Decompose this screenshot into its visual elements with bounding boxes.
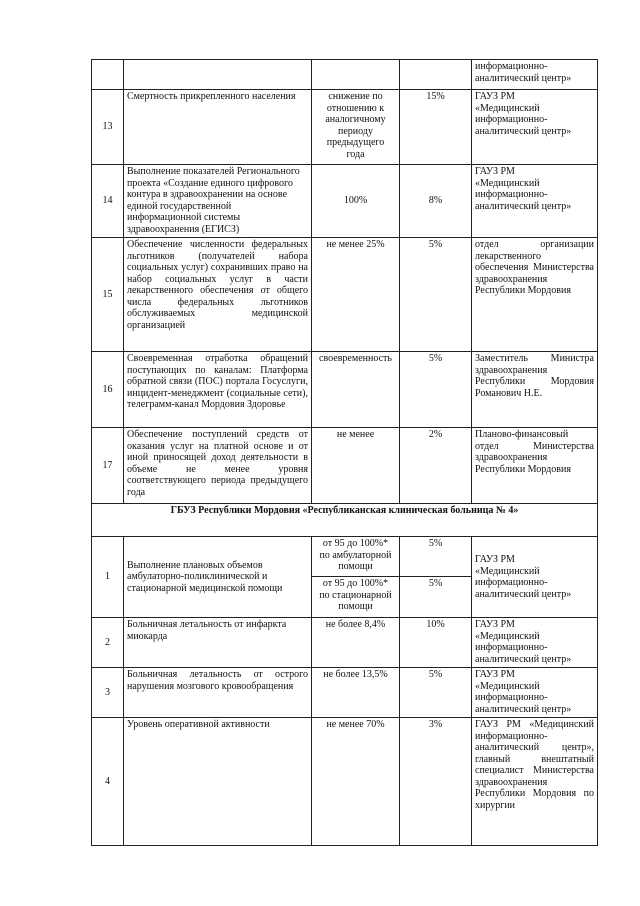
table-row	[92, 718, 598, 846]
criterion-cell: не более 8,4%	[312, 618, 400, 668]
responsible-cell: ГАУЗ РМ «Медицинский информационно- аналитический центр»	[472, 668, 598, 718]
responsible-cell: ГАУЗ РМ «Медицинский информационно-аналитический центр», главный внештатный специалист Министерства здравоохранения Республики Мордовия по хирургии	[472, 718, 598, 846]
weight-cell	[400, 60, 472, 90]
row-number: 3	[92, 668, 124, 718]
row-number: 2	[92, 618, 124, 668]
indicator-cell: Обеспечение численности федеральных льготников (получателей набора социальных услуг) сохранивших право на набор социальных услуг в части лекарственного обеспечения от общего числа федеральных льготников обслуживаемых медицинской организацией	[124, 238, 312, 352]
indicator-cell: Уровень оперативной активности	[124, 718, 312, 846]
table-row	[92, 90, 598, 165]
weight-cell-ambulatory: 5%	[400, 537, 472, 577]
weight-cell: 8%	[400, 165, 472, 238]
indicator-cell: Своевременная отработка обращений поступающих по каналам: Платформа обратной связи (ПОС) портала Госуслуги, инцидент-менеджмент (социальные сети), телеграмм-канал Мордовия Здоровье	[124, 352, 312, 428]
criterion-cell: своевременность	[312, 352, 400, 428]
weight-cell: 15%	[400, 90, 472, 165]
responsible-cell: Планово-финансовый отдел Министерства здравоохранения Республики Мордовия	[472, 428, 598, 504]
row-number: 17	[92, 428, 124, 504]
responsible-cell: ГАУЗ РМ «Медицинский информационно- аналитический центр»	[472, 90, 598, 165]
table-row	[92, 537, 598, 577]
hospital-header: ГБУЗ Республики Мордовия «Республиканская клиническая больница № 4»	[92, 504, 598, 537]
row-number: 16	[92, 352, 124, 428]
criterion-cell: не более 13,5%	[312, 668, 400, 718]
table-row	[92, 165, 598, 238]
responsible-cell: информационно- аналитический центр»	[472, 60, 598, 90]
table-row	[92, 428, 598, 504]
table-row	[92, 668, 598, 718]
weight-cell: 2%	[400, 428, 472, 504]
weight-cell: 5%	[400, 238, 472, 352]
responsible-cell: ГАУЗ РМ «Медицинский информационно- аналитический центр»	[472, 537, 598, 618]
section-header-row	[92, 504, 598, 537]
responsible-cell: ГАУЗ РМ «Медицинский информационно- аналитический центр»	[472, 165, 598, 238]
table-row	[92, 60, 598, 90]
indicator-cell: Выполнение показателей Регионального проекта «Создание единого цифрового контура в здравоохранении на основе единой государственной информационной системы здравоохранения (ЕГИСЗ)	[124, 165, 312, 238]
criterion-cell: не менее	[312, 428, 400, 504]
row-number: 13	[92, 90, 124, 165]
responsible-cell: Заместитель Министра здравоохранения Республики Мордовия Романович Н.Е.	[472, 352, 598, 428]
indicator-cell	[124, 60, 312, 90]
criterion-cell: не менее 70%	[312, 718, 400, 846]
weight-cell: 10%	[400, 618, 472, 668]
table-row	[92, 238, 598, 352]
indicator-cell: Смертность прикрепленного населения	[124, 90, 312, 165]
responsible-cell: отдел организации лекарственного обеспечения Министерства здравоохранения Республики Мордовия	[472, 238, 598, 352]
criterion-cell	[312, 60, 400, 90]
criterion-cell-inpatient: от 95 до 100%* по стационарной помощи	[312, 577, 400, 618]
criterion-cell: снижение по отношению к аналогичному периоду предыдущего года	[312, 90, 400, 165]
criterion-cell: 100%	[312, 165, 400, 238]
weight-cell-inpatient: 5%	[400, 577, 472, 618]
criterion-cell: не менее 25%	[312, 238, 400, 352]
row-number: 14	[92, 165, 124, 238]
weight-cell: 3%	[400, 718, 472, 846]
criterion-cell-ambulatory: от 95 до 100%* по амбулаторной помощи	[312, 537, 400, 577]
responsible-cell: ГАУЗ РМ «Медицинский информационно- аналитический центр»	[472, 618, 598, 668]
indicators-table	[91, 59, 598, 846]
row-number: 15	[92, 238, 124, 352]
table-row	[92, 618, 598, 668]
weight-cell: 5%	[400, 668, 472, 718]
indicator-cell: Обеспечение поступлений средств от оказания услуг на платной основе и от иной приносящей доход деятельности в объеме не менее уровня соответствующего периода предыдущего года	[124, 428, 312, 504]
weight-cell: 5%	[400, 352, 472, 428]
row-number: 1	[92, 537, 124, 618]
indicator-cell: Больничная летальность от острого нарушения мозгового кровообращения	[124, 668, 312, 718]
indicator-cell: Выполнение плановых объемов амбулаторно-поликлинической и стационарной медицинской помощи	[124, 537, 312, 618]
indicator-cell: Больничная летальность от инфаркта миокарда	[124, 618, 312, 668]
row-number	[92, 60, 124, 90]
row-number: 4	[92, 718, 124, 846]
table-row	[92, 352, 598, 428]
